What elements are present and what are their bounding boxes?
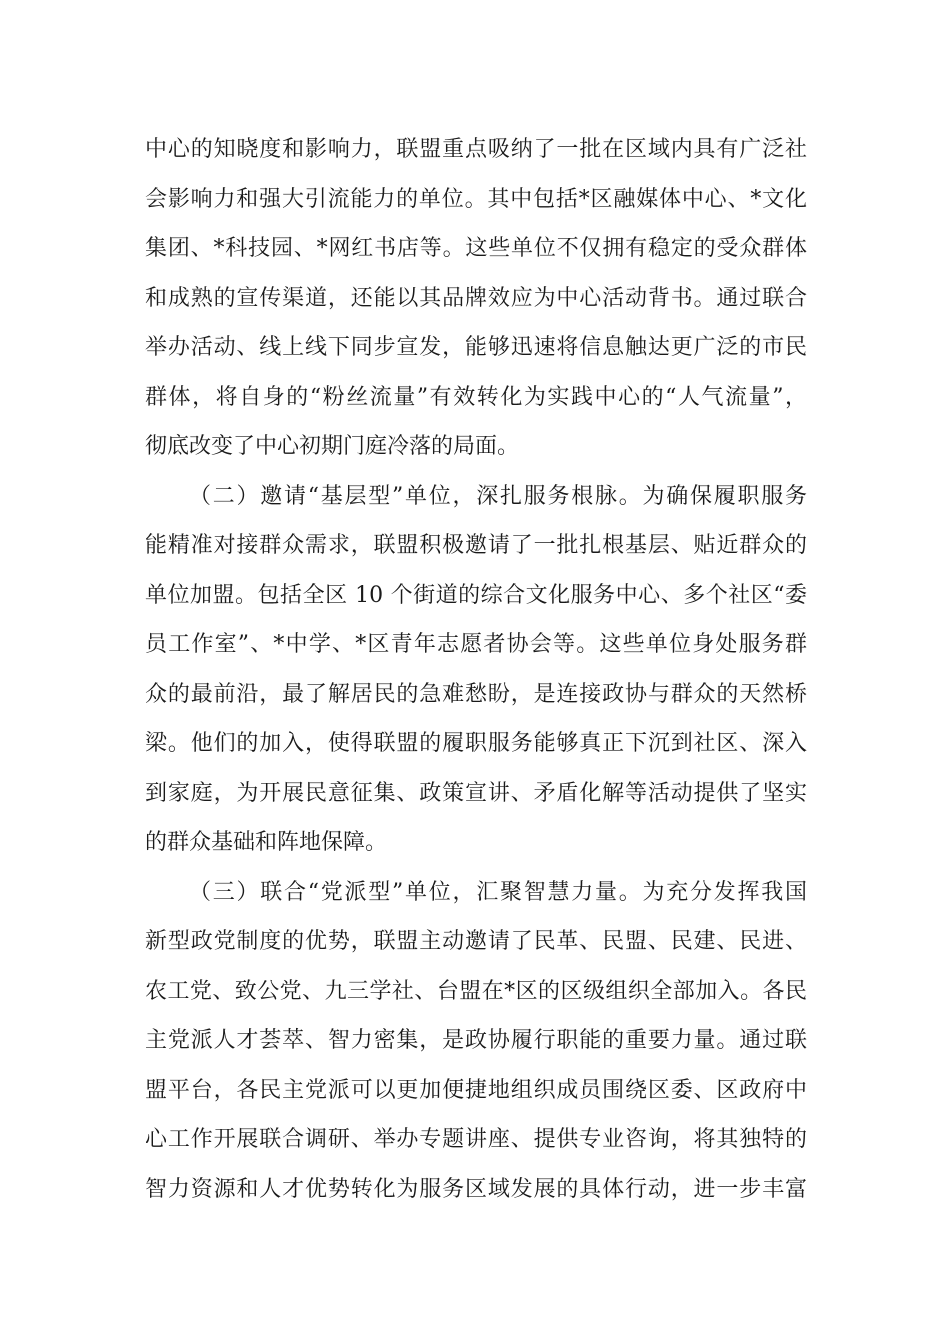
text-line: 新型政党制度的优势，联盟主动邀请了民革、民盟、民建、民进、 [145, 929, 807, 954]
text-line: 彻底改变了中心初期门庭冷落的局面。 [145, 434, 520, 459]
text-line: 单位加盟。包括全区 10 个街道的综合文化服务中心、多个社区“委 [145, 582, 807, 608]
document-body [145, 125, 807, 1214]
text-line: 会影响力和强大引流能力的单位。其中包括*区融媒体中心、*文化 [145, 186, 807, 212]
text-line: 众的最前沿，最了解居民的急难愁盼，是连接政协与群众的天然桥 [145, 681, 807, 707]
text-line: 农工党、致公党、九三学社、台盟在*区的区级组织全部加入。各民 [145, 978, 807, 1004]
text-line: （二）邀请“基层型”单位，深扎服务根脉。为确保履职服务 [189, 483, 807, 509]
text-line: 盟平台，各民主党派可以更加便捷地组织成员围绕区委、区政府中 [145, 1077, 807, 1103]
text-line: 智力资源和人才优势转化为服务区域发展的具体行动，进一步丰富 [145, 1176, 807, 1202]
text-line: 举办活动、线上线下同步宣发，能够迅速将信息触达更广泛的市民 [145, 335, 807, 360]
text-line: （三）联合“党派型”单位，汇聚智慧力量。为充分发挥我国 [189, 879, 807, 905]
paragraph [145, 125, 807, 472]
paragraph [145, 868, 807, 1215]
text-line: 能精准对接群众需求，联盟积极邀请了一批扎根基层、贴近群众的 [145, 533, 807, 558]
text-line: 中心的知晓度和影响力，联盟重点吸纳了一批在区域内具有广泛社 [145, 137, 807, 162]
text-line: 和成熟的宣传渠道，还能以其品牌效应为中心活动背书。通过联合 [145, 285, 807, 311]
paragraph [145, 472, 807, 868]
text-line: 到家庭，为开展民意征集、政策宣讲、矛盾化解等活动提供了坚实 [145, 780, 807, 806]
text-line: 的群众基础和阵地保障。 [145, 830, 388, 855]
text-line: 心工作开展联合调研、举办专题讲座、提供专业咨询，将其独特的 [145, 1127, 807, 1152]
text-line: 梁。他们的加入，使得联盟的履职服务能够真正下沉到社区、深入 [145, 731, 807, 756]
text-line: 群体，将自身的“粉丝流量”有效转化为实践中心的“人气流量”， [145, 384, 807, 410]
text-line: 主党派人才荟萃、智力密集，是政协履行职能的重要力量。通过联 [145, 1028, 807, 1053]
text-line: 员工作室”、*中学、*区青年志愿者协会等。这些单位身处服务群 [145, 632, 807, 657]
text-line: 集团、*科技园、*网红书店等。这些单位不仅拥有稳定的受众群体 [145, 236, 807, 261]
